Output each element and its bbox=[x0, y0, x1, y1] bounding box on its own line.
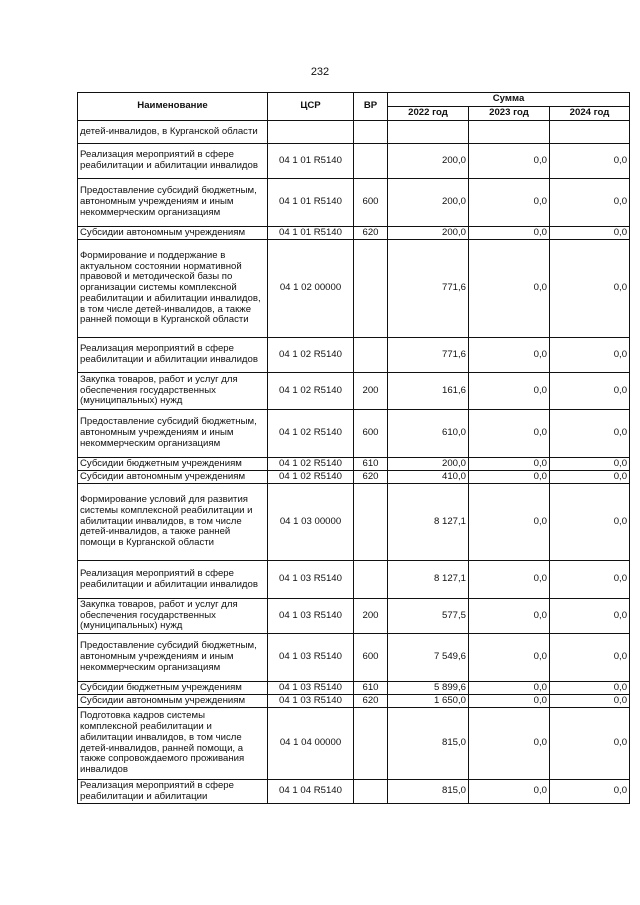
row-vr: 600 bbox=[354, 410, 388, 458]
table-row bbox=[78, 144, 630, 179]
row-value-2023: 0,0 bbox=[469, 561, 550, 599]
row-value-2023: 0,0 bbox=[469, 240, 550, 338]
row-vr: 620 bbox=[354, 471, 388, 484]
row-name: Реализация мероприятий в сфере реабилитации и абилитации инвалидов bbox=[78, 144, 268, 179]
row-csr: 04 1 01 R5140 bbox=[268, 144, 354, 179]
row-value-2023: 0,0 bbox=[469, 599, 550, 634]
row-vr bbox=[354, 780, 388, 804]
row-name: Закупка товаров, работ и услуг для обеспечения государственных (муниципальных) нужд bbox=[78, 599, 268, 634]
table-row bbox=[78, 561, 630, 599]
row-value-2022: 7 549,6 bbox=[388, 634, 469, 682]
row-vr bbox=[354, 484, 388, 561]
table-row bbox=[78, 471, 630, 484]
row-value-2024: 0,0 bbox=[550, 634, 630, 682]
row-value-2024: 0,0 bbox=[550, 179, 630, 227]
row-name: Предоставление субсидий бюджетным, автономным учреждениям и иным некоммерческим организациям bbox=[78, 179, 268, 227]
header-sum: Сумма bbox=[388, 93, 630, 107]
row-vr bbox=[354, 338, 388, 373]
row-value-2024: 0,0 bbox=[550, 599, 630, 634]
row-value-2024: 0,0 bbox=[550, 471, 630, 484]
row-value-2022: 577,5 bbox=[388, 599, 469, 634]
table-row bbox=[78, 179, 630, 227]
row-name: Предоставление субсидий бюджетным, автономным учреждениям и иным некоммерческим организациям bbox=[78, 410, 268, 458]
row-value-2023: 0,0 bbox=[469, 227, 550, 240]
row-name: Реализация мероприятий в сфере реабилитации и абилитации bbox=[78, 780, 268, 804]
row-value-2022: 771,6 bbox=[388, 240, 469, 338]
row-value-2022: 8 127,1 bbox=[388, 561, 469, 599]
row-value-2023: 0,0 bbox=[469, 373, 550, 410]
table-row bbox=[78, 458, 630, 471]
table-row bbox=[78, 599, 630, 634]
row-value-2022 bbox=[388, 121, 469, 144]
table-row bbox=[78, 121, 630, 144]
row-name: Субсидии автономным учреждениям bbox=[78, 695, 268, 708]
row-value-2024: 0,0 bbox=[550, 561, 630, 599]
row-vr: 610 bbox=[354, 458, 388, 471]
row-value-2022: 200,0 bbox=[388, 458, 469, 471]
row-value-2022: 200,0 bbox=[388, 179, 469, 227]
header-2023: 2023 год bbox=[469, 107, 550, 121]
row-name: Субсидии автономным учреждениям bbox=[78, 471, 268, 484]
table-row bbox=[78, 373, 630, 410]
row-value-2022: 5 899,6 bbox=[388, 682, 469, 695]
row-csr: 04 1 02 R5140 bbox=[268, 471, 354, 484]
row-vr: 620 bbox=[354, 227, 388, 240]
row-name: Субсидии бюджетным учреждениям bbox=[78, 458, 268, 471]
page-number: 232 bbox=[310, 66, 330, 78]
row-value-2023 bbox=[469, 121, 550, 144]
row-csr: 04 1 03 00000 bbox=[268, 484, 354, 561]
table-row bbox=[78, 240, 630, 338]
row-value-2023: 0,0 bbox=[469, 780, 550, 804]
row-vr: 600 bbox=[354, 634, 388, 682]
row-value-2024: 0,0 bbox=[550, 144, 630, 179]
row-vr: 620 bbox=[354, 695, 388, 708]
row-vr: 600 bbox=[354, 179, 388, 227]
table-row bbox=[78, 338, 630, 373]
row-value-2022: 200,0 bbox=[388, 144, 469, 179]
row-value-2022: 815,0 bbox=[388, 780, 469, 804]
header-name: Наименование bbox=[78, 93, 268, 121]
row-value-2022: 815,0 bbox=[388, 708, 469, 780]
row-csr: 04 1 03 R5140 bbox=[268, 599, 354, 634]
row-value-2022: 771,6 bbox=[388, 338, 469, 373]
row-value-2023: 0,0 bbox=[469, 410, 550, 458]
row-value-2024: 0,0 bbox=[550, 695, 630, 708]
row-value-2024: 0,0 bbox=[550, 682, 630, 695]
row-name: Формирование условий для развития системы комплексной реабилитации и абилитации инвалидов, в том числе детей-инвалидов, а также ранней помощи в Курганской области bbox=[78, 484, 268, 561]
table-body bbox=[78, 121, 630, 804]
row-csr: 04 1 03 R5140 bbox=[268, 634, 354, 682]
table-row bbox=[78, 780, 630, 804]
table-row bbox=[78, 682, 630, 695]
row-value-2023: 0,0 bbox=[469, 682, 550, 695]
row-csr: 04 1 02 R5140 bbox=[268, 338, 354, 373]
row-vr: 200 bbox=[354, 599, 388, 634]
row-name: Предоставление субсидий бюджетным, автономным учреждениям и иным некоммерческим организациям bbox=[78, 634, 268, 682]
table-header bbox=[78, 93, 630, 121]
row-csr: 04 1 04 R5140 bbox=[268, 780, 354, 804]
row-value-2024: 0,0 bbox=[550, 708, 630, 780]
row-vr bbox=[354, 121, 388, 144]
table-row bbox=[78, 410, 630, 458]
table-row bbox=[78, 484, 630, 561]
row-value-2024: 0,0 bbox=[550, 458, 630, 471]
row-value-2024: 0,0 bbox=[550, 227, 630, 240]
row-value-2023: 0,0 bbox=[469, 458, 550, 471]
row-csr: 04 1 03 R5140 bbox=[268, 682, 354, 695]
row-value-2023: 0,0 bbox=[469, 179, 550, 227]
row-name: Подготовка кадров системы комплексной реабилитации и абилитации инвалидов, в том числе детей-инвалидов, ранней помощи, а также сопровождаемого проживания инвалидов bbox=[78, 708, 268, 780]
row-vr: 200 bbox=[354, 373, 388, 410]
row-value-2022: 8 127,1 bbox=[388, 484, 469, 561]
row-csr: 04 1 01 R5140 bbox=[268, 227, 354, 240]
budget-table bbox=[77, 92, 630, 804]
row-value-2024: 0,0 bbox=[550, 484, 630, 561]
row-csr: 04 1 01 R5140 bbox=[268, 179, 354, 227]
row-value-2024: 0,0 bbox=[550, 240, 630, 338]
row-name: Закупка товаров, работ и услуг для обеспечения государственных (муниципальных) нужд bbox=[78, 373, 268, 410]
row-value-2022: 161,6 bbox=[388, 373, 469, 410]
row-value-2024: 0,0 bbox=[550, 338, 630, 373]
table-row bbox=[78, 708, 630, 780]
row-value-2024: 0,0 bbox=[550, 410, 630, 458]
row-name: Субсидии бюджетным учреждениям bbox=[78, 682, 268, 695]
row-value-2023: 0,0 bbox=[469, 338, 550, 373]
row-csr: 04 1 02 R5140 bbox=[268, 458, 354, 471]
row-value-2022: 1 650,0 bbox=[388, 695, 469, 708]
row-value-2022: 410,0 bbox=[388, 471, 469, 484]
row-vr bbox=[354, 708, 388, 780]
row-csr: 04 1 02 R5140 bbox=[268, 373, 354, 410]
row-value-2024: 0,0 bbox=[550, 373, 630, 410]
row-value-2023: 0,0 bbox=[469, 695, 550, 708]
row-value-2022: 200,0 bbox=[388, 227, 469, 240]
header-csr: ЦСР bbox=[268, 93, 354, 121]
table-row bbox=[78, 227, 630, 240]
row-value-2023: 0,0 bbox=[469, 634, 550, 682]
row-value-2022: 610,0 bbox=[388, 410, 469, 458]
header-2022: 2022 год bbox=[388, 107, 469, 121]
row-name: Реализация мероприятий в сфере реабилитации и абилитации инвалидов bbox=[78, 561, 268, 599]
table-row bbox=[78, 695, 630, 708]
row-csr: 04 1 03 R5140 bbox=[268, 695, 354, 708]
row-csr: 04 1 02 00000 bbox=[268, 240, 354, 338]
row-name: Реализация мероприятий в сфере реабилитации и абилитации инвалидов bbox=[78, 338, 268, 373]
header-2024: 2024 год bbox=[550, 107, 630, 121]
table-row bbox=[78, 634, 630, 682]
header-vr: ВР bbox=[354, 93, 388, 121]
row-name: Субсидии автономным учреждениям bbox=[78, 227, 268, 240]
row-vr: 610 bbox=[354, 682, 388, 695]
row-vr bbox=[354, 144, 388, 179]
row-csr bbox=[268, 121, 354, 144]
row-value-2024 bbox=[550, 121, 630, 144]
row-vr bbox=[354, 240, 388, 338]
row-value-2023: 0,0 bbox=[469, 708, 550, 780]
row-name: Формирование и поддержание в актуальном состоянии нормативной правовой и методической базы по организации системы комплексной реабилитации и абилитации инвалидов, в том числе детей-инвалидов, а также ранней помощи в Курганской области bbox=[78, 240, 268, 338]
row-value-2024: 0,0 bbox=[550, 780, 630, 804]
row-csr: 04 1 04 00000 bbox=[268, 708, 354, 780]
row-csr: 04 1 03 R5140 bbox=[268, 561, 354, 599]
row-name: детей-инвалидов, в Курганской области bbox=[78, 121, 268, 144]
row-value-2023: 0,0 bbox=[469, 471, 550, 484]
row-value-2023: 0,0 bbox=[469, 484, 550, 561]
row-csr: 04 1 02 R5140 bbox=[268, 410, 354, 458]
row-value-2023: 0,0 bbox=[469, 144, 550, 179]
row-vr bbox=[354, 561, 388, 599]
